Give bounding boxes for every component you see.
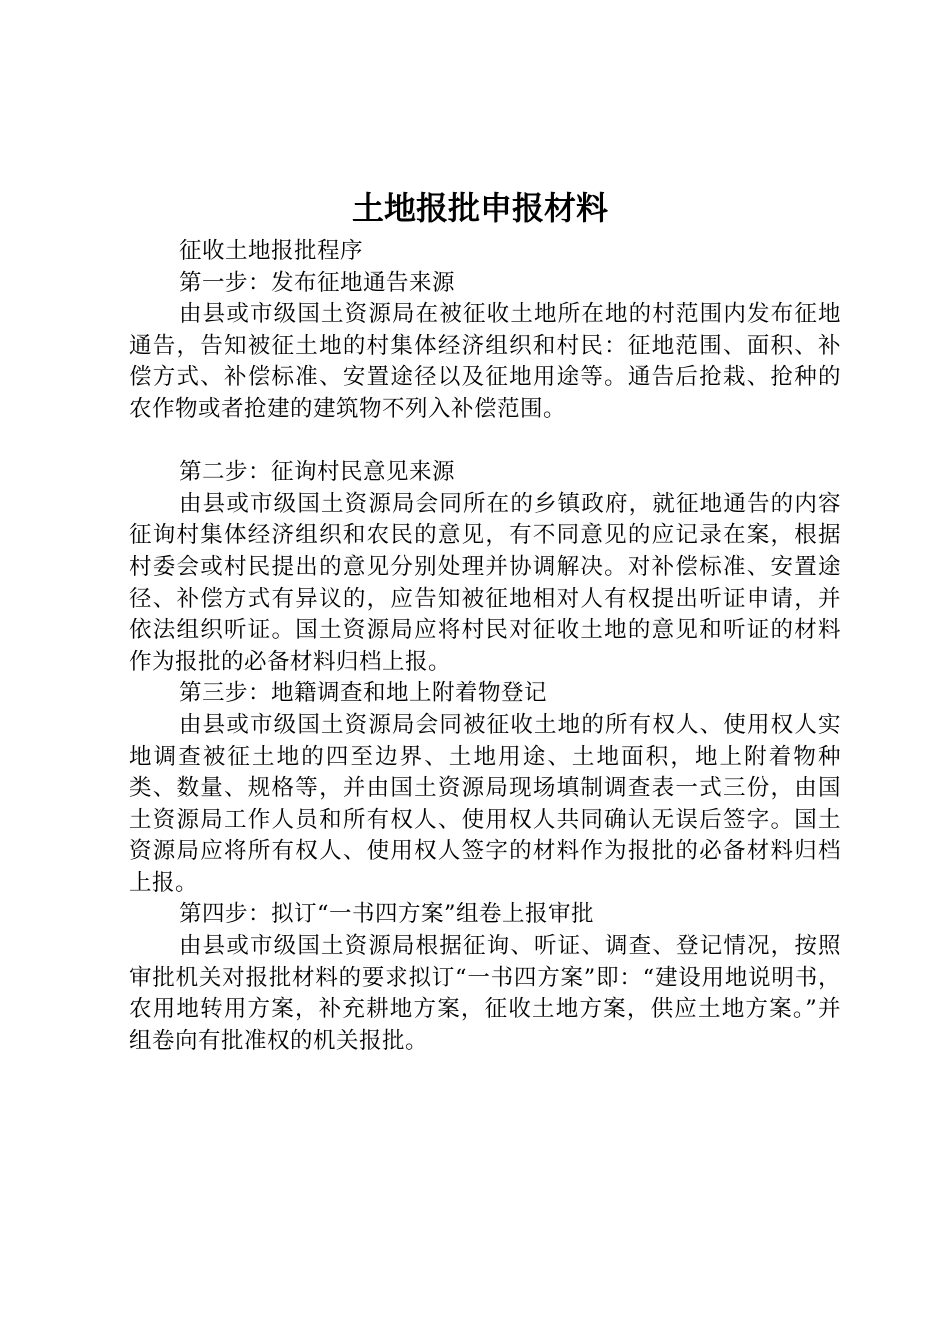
step-1-heading: 第一步：发布征地通告来源 xyxy=(179,269,456,296)
step-2-body: 由县或市级国土资源局会同所在的乡镇政府，就征地通告的内容征询村集体经济组织和农民的意见，有不同意见的应记录在案，根据村委会或村民提出的意见分别处理并协调解决。对补偿标准、安置途径、补偿方式有异议的，应告知被征地相对人有权提出听证申请，并依法组织听证。国土资源局应将村民对征收土地的意见和听证的材料作为报批的必备材料归档上报。 xyxy=(129,490,841,675)
step-2-heading: 第二步：征询村民意见来源 xyxy=(179,459,456,486)
step-3-heading: 第三步：地籍调查和地上附着物登记 xyxy=(179,680,548,707)
step-3-body: 由县或市级国土资源局会同被征收土地的所有权人、使用权人实地调查被征土地的四至边界、土地用途、土地面积，地上附着物种类、数量、规格等，并由国土资源局现场填制调查表一式三份，由国土资源局工作人员和所有权人、使用权人共同确认无误后签字。国土资源局应将所有权人、使用权人签字的材料作为报批的必备材料归档上报。 xyxy=(129,711,841,896)
procedure-heading: 征收土地报批程序 xyxy=(179,238,364,264)
step-4-heading: 第四步：拟订“一书四方案”组卷上报审批 xyxy=(179,901,595,928)
document-title: 土地报批申报材料 xyxy=(351,189,608,227)
step-4-body: 由县或市级国土资源局根据征询、听证、调查、登记情况，按照审批机关对报批材料的要求拟订“一书四方案”即：“建设用地说明书，农用地转用方案，补充耕地方案，征收土地方案，供应土地方案。”并组卷向有批准权的机关报批。 xyxy=(129,933,841,1054)
document-body xyxy=(129,236,841,1057)
step-1-body: 由县或市级国土资源局在被征收土地所在地的村范围内发布征地通告，告知被征土地的村集体经济组织和村民：征地范围、面积、补偿方式、补偿标准、安置途径以及征地用途等。通告后抢栽、抢种的农作物或者抢建的建筑物不列入补偿范围。 xyxy=(129,301,841,422)
